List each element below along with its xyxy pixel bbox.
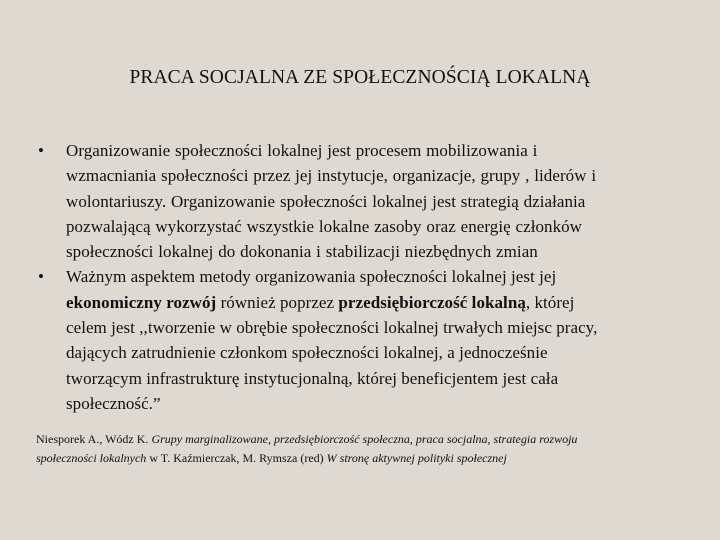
bullet-list bbox=[38, 138, 702, 416]
bold-phrase: przedsiębiorczość lokalną bbox=[338, 292, 526, 312]
bullet-icon: • bbox=[38, 141, 45, 160]
text-line: Ważnym aspektem metody organizowania społeczności lokalnej jest jej bbox=[66, 267, 557, 287]
citation bbox=[36, 430, 706, 468]
citation-line bbox=[36, 449, 706, 468]
text-line: wzmacniania społeczności przez jej instytucje, organizacje, grupy , liderów i bbox=[66, 166, 597, 186]
text-line: wolontariuszy. Organizowanie społeczności lokalnej jest strategią działania bbox=[66, 191, 586, 211]
text-line bbox=[66, 290, 702, 315]
text-line: społeczności lokalnej do dokonania i stabilizacji niezbędnych zmian bbox=[66, 242, 538, 262]
text-line: społeczność.” bbox=[66, 393, 161, 413]
text-fragment: , której bbox=[525, 292, 575, 312]
text-fragment: również poprzez bbox=[216, 292, 339, 312]
bold-phrase: ekonomiczny rozwój bbox=[66, 292, 217, 312]
bullet-icon: • bbox=[38, 267, 45, 287]
citation-authors: Niesporek A., Wódz K. bbox=[36, 432, 152, 446]
text-line: pozwalającą wykorzystać wszystkie lokalne zasoby oraz energię członków bbox=[66, 216, 583, 236]
citation-line bbox=[36, 430, 706, 449]
citation-title: Grupy marginalizowane, przedsiębiorczość społeczna, praca socjalna, strategia rozwoju bbox=[151, 432, 578, 446]
text-line: tworzącym infrastrukturę instytucjonalną, której beneficjentem jest cała bbox=[66, 368, 559, 388]
bullet-item bbox=[38, 138, 702, 264]
slide-title: PRACA SOCJALNA ZE SPOŁECZNOŚCIĄ LOKALNĄ bbox=[129, 67, 591, 88]
text-line: Organizowanie społeczności lokalnej jest procesem mobilizowania i bbox=[66, 141, 538, 160]
citation-editors: w T. Kaźmierczak, M. Rymsza (red) bbox=[146, 451, 327, 465]
bullet-item bbox=[38, 264, 702, 416]
text-line: celem jest ,,tworzenie w obrębie społeczności lokalnej trwałych miejsc pracy, bbox=[66, 318, 598, 338]
citation-title: społeczności lokalnych bbox=[36, 451, 147, 465]
text-line: dających zatrudnienie członkom społeczności lokalnej, a jednocześnie bbox=[66, 343, 548, 363]
citation-book: W stronę aktywnej polityki społecznej bbox=[326, 451, 507, 465]
